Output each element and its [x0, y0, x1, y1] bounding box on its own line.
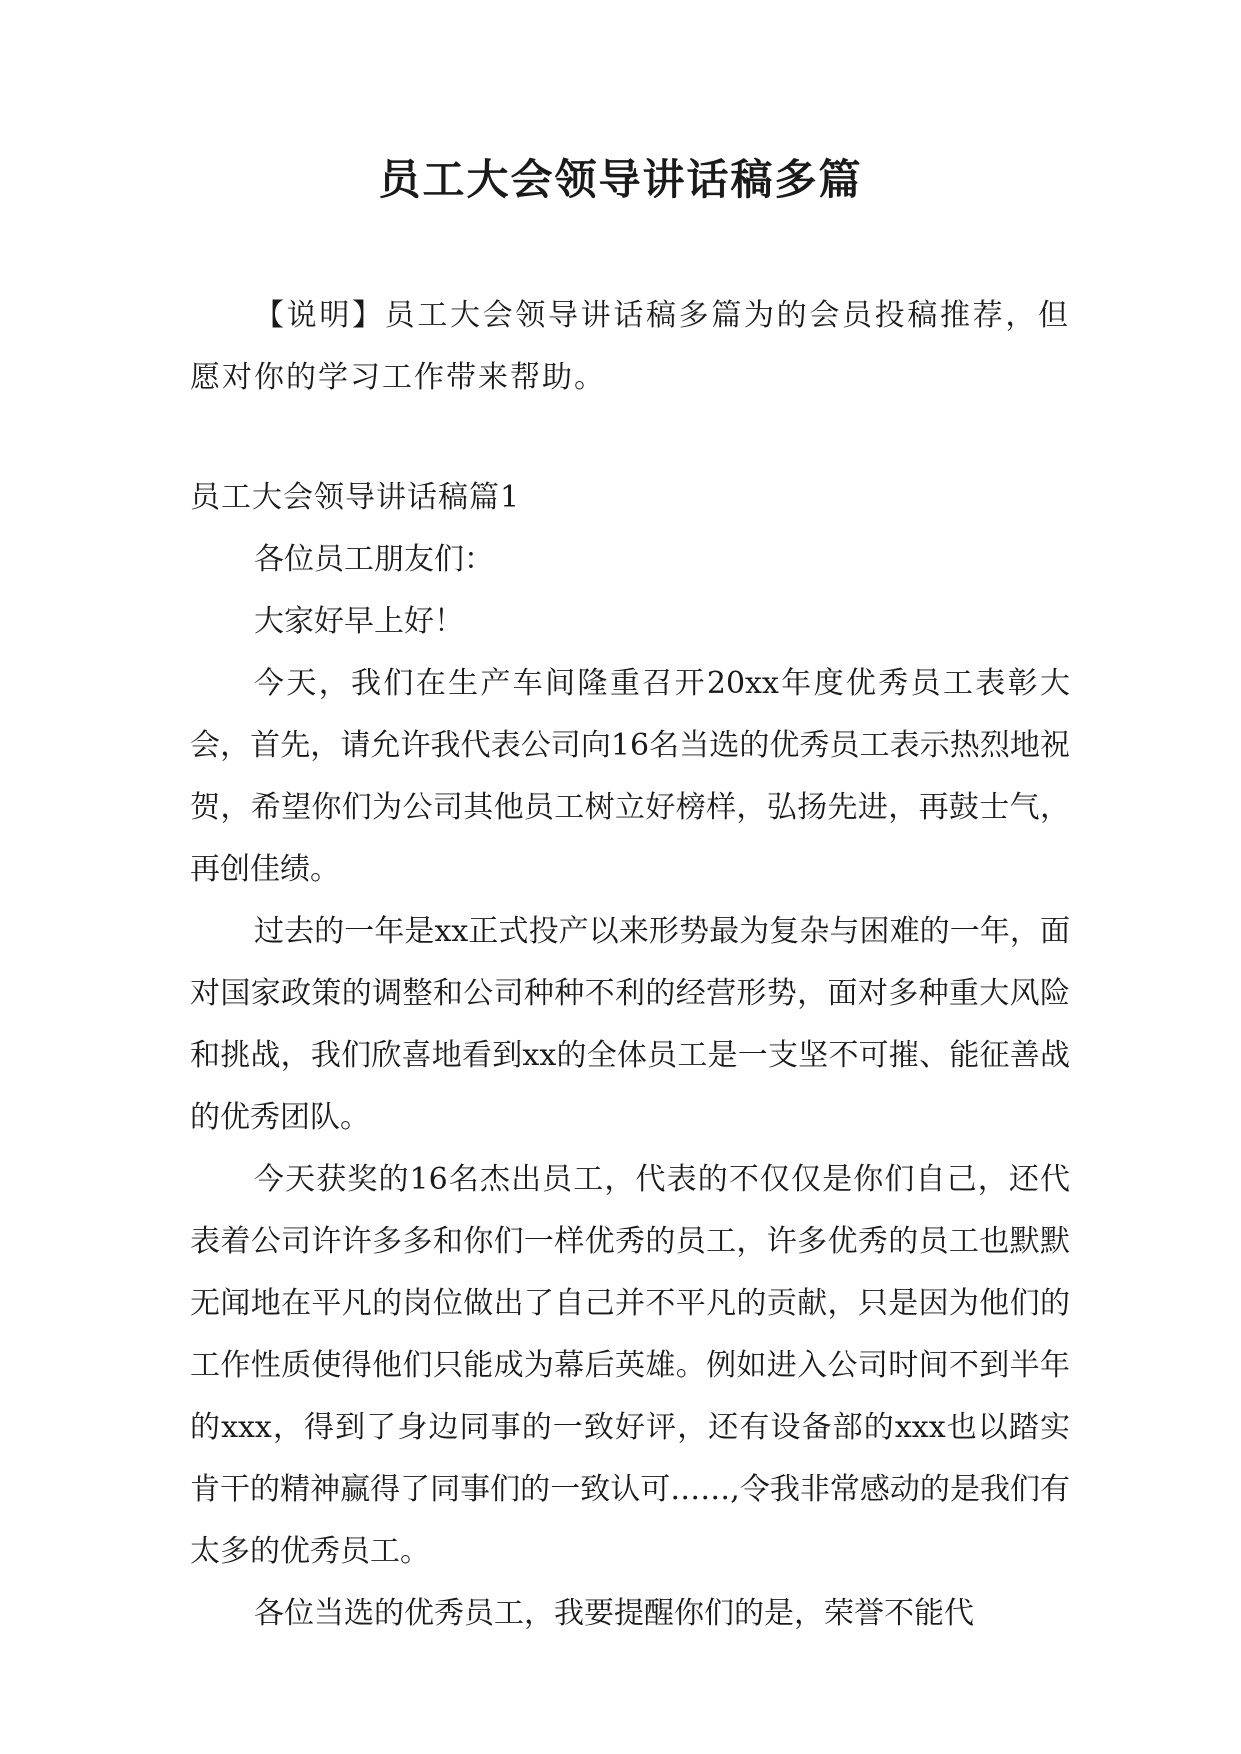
intro-paragraph: 【说明】员工大会领导讲话稿多篇为的会员投稿推荐，但愿对你的学习工作带来帮助。 [190, 298, 1070, 395]
body-paragraph-1: 今天，我们在生产车间隆重召开20xx年度优秀员工表彰大会，首先，请允许我代表公司向16名当选的优秀员工表示热烈地祝贺，希望你们为公司其他员工树立好榜样，弘扬先进，再鼓士气，再创佳绩。 [190, 666, 1070, 887]
document-body [190, 285, 1070, 1645]
section-heading: 员工大会领导讲话稿篇1 [190, 480, 521, 515]
greeting-line: 各位员工朋友们： [254, 542, 494, 577]
salutation-line: 大家好早上好！ [254, 604, 464, 639]
body-paragraph-3: 今天获奖的16名杰出员工，代表的不仅仅是你们自己，还代表着公司许许多多和你们一样优秀的员工，许多优秀的员工也默默无闻地在平凡的岗位做出了自己并不平凡的贡献，只是因为他们的工作性质使得他们只能成为幕后英雄。例如进入公司时间不到半年的xxx，得到了身边同事的一致好评，还有设备部的xxx也以踏实肯干的精神赢得了同事们的一致认可……,令我非常感动的是我们有太多的优秀员工。 [190, 1162, 1070, 1569]
body-paragraph-2: 过去的一年是xx正式投产以来形势最为复杂与困难的一年，面对国家政策的调整和公司种种不利的经营形势，面对多种重大风险和挑战，我们欣喜地看到xx的全体员工是一支坚不可摧、能征善战的优秀团队。 [190, 914, 1070, 1135]
body-paragraph-4: 各位当选的优秀员工，我要提醒你们的是，荣誉不能代 [254, 1596, 974, 1631]
document-title: 员工大会领导讲话稿多篇 [378, 155, 863, 204]
